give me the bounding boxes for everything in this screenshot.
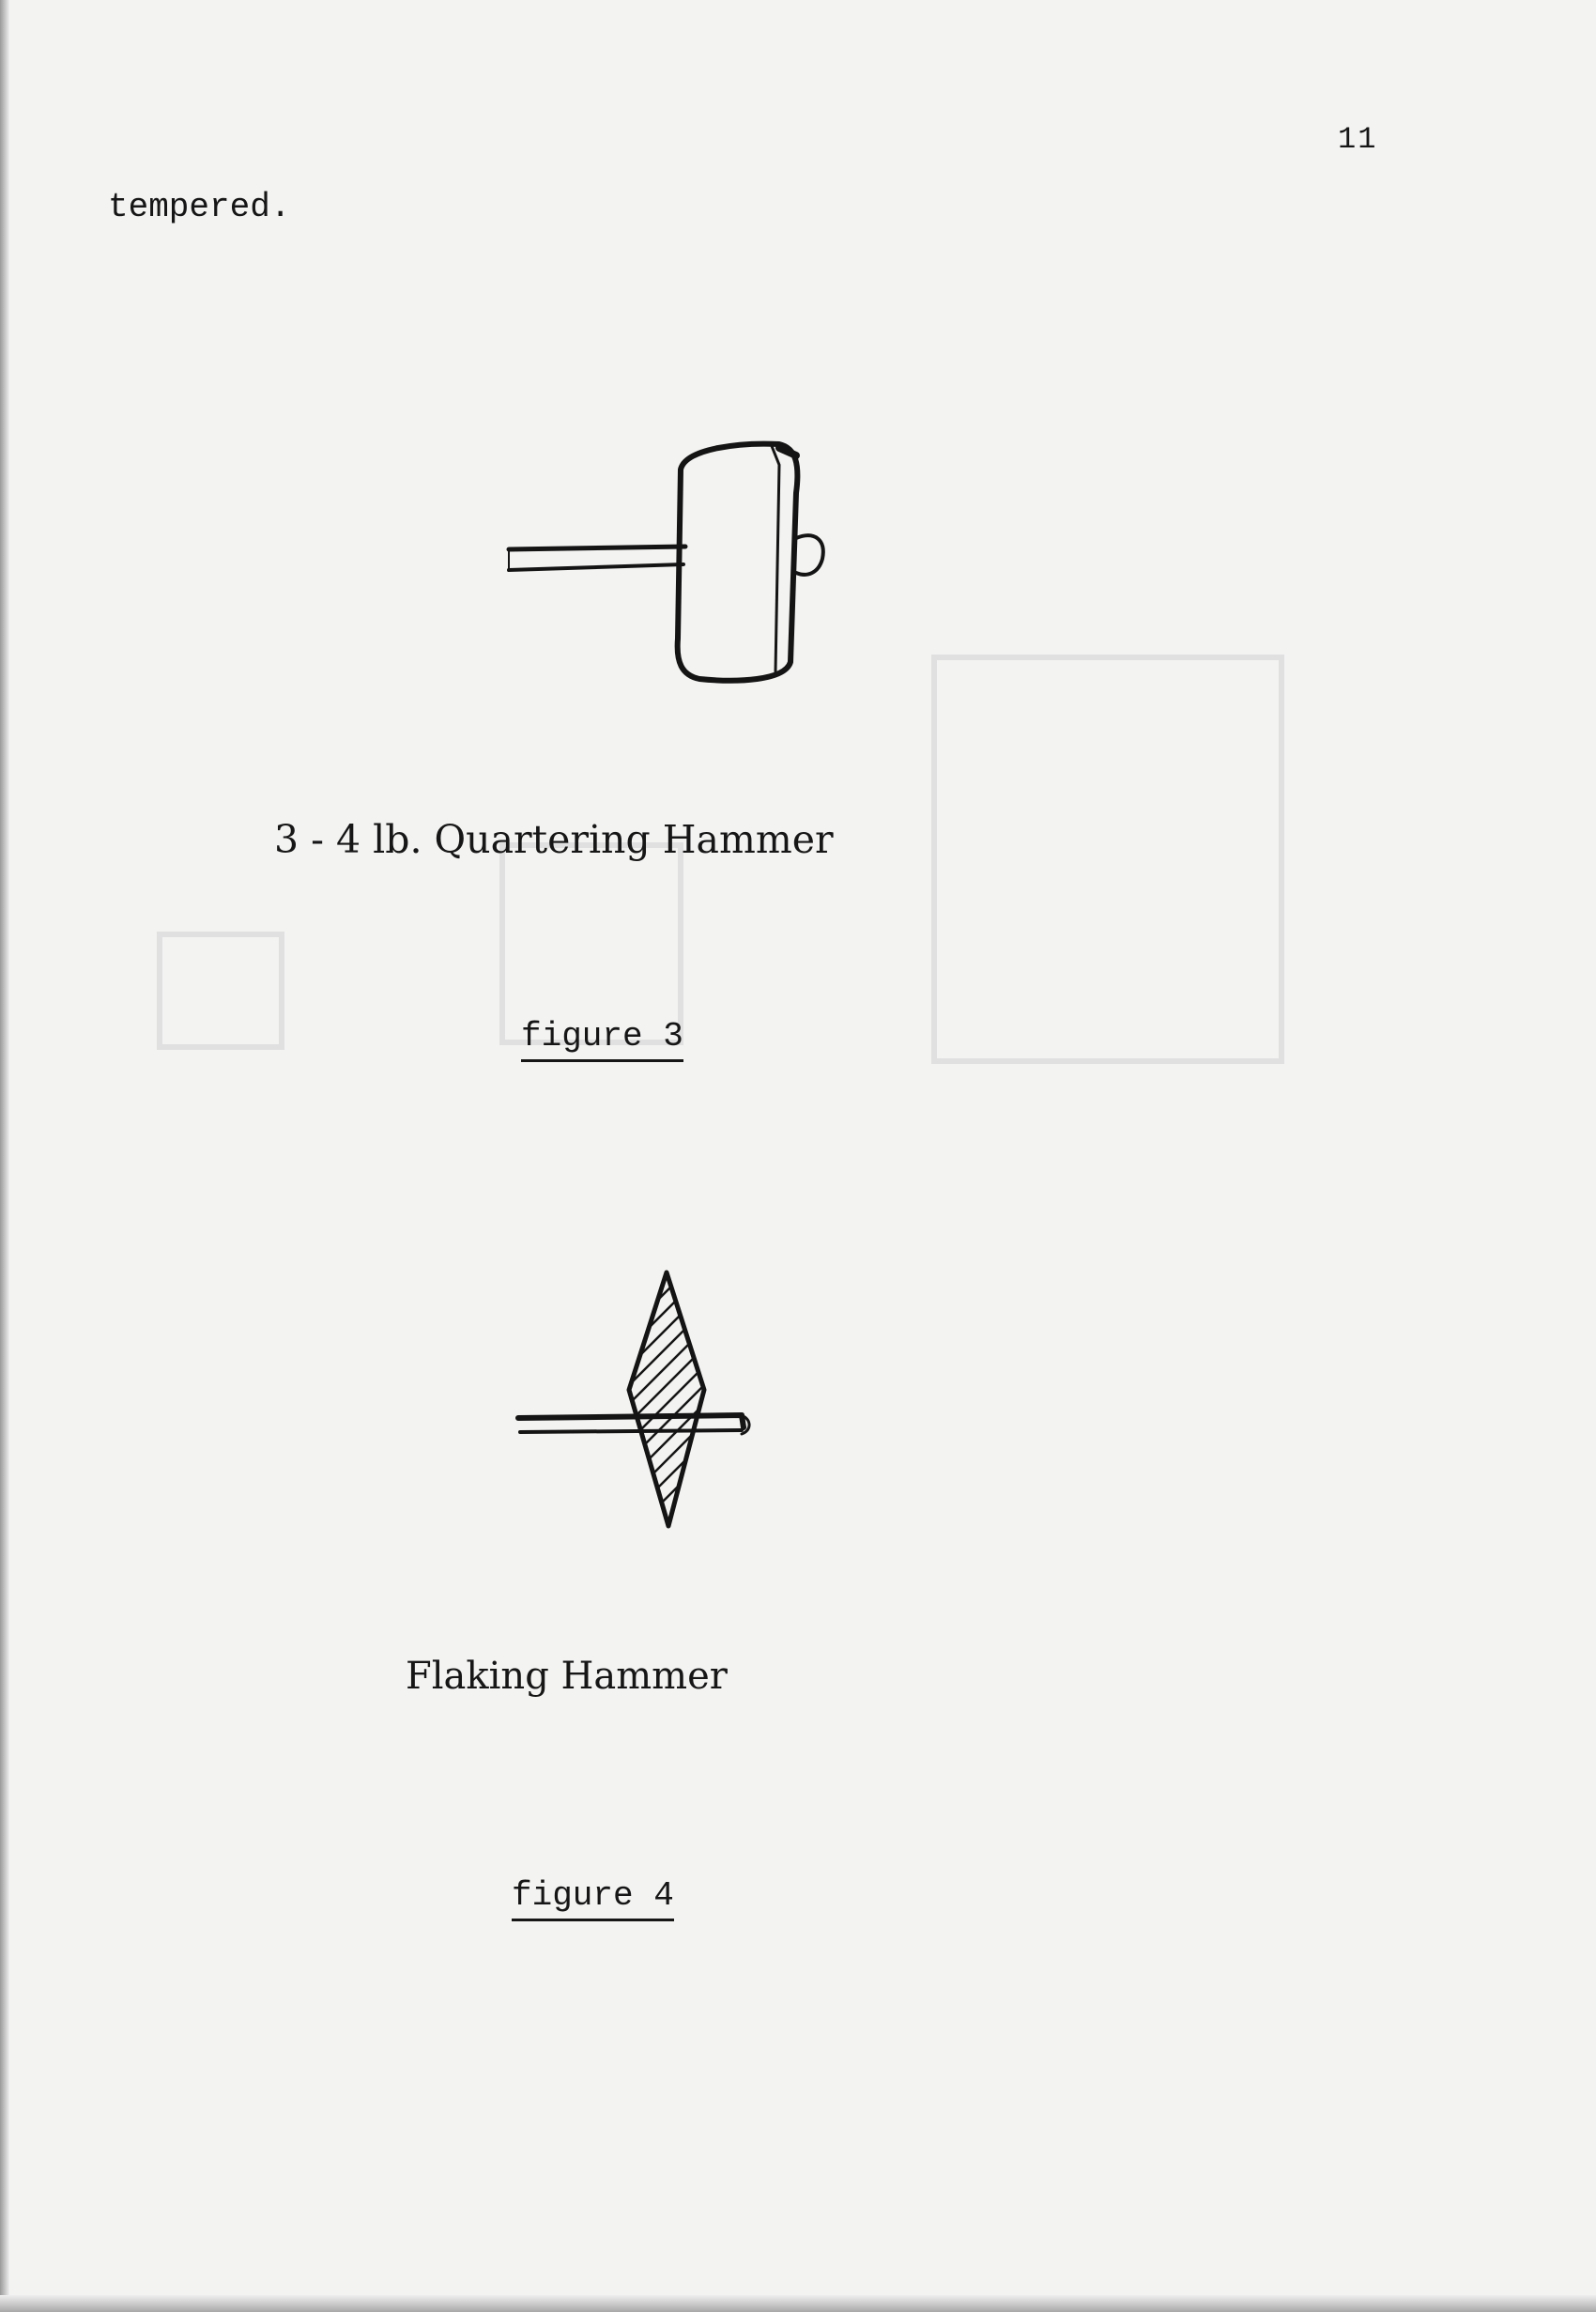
page-number: 11 bbox=[1338, 122, 1378, 157]
figure-4-label: figure 4 bbox=[512, 1876, 674, 1921]
page-left-edge-shadow bbox=[0, 0, 9, 2312]
carry-over-text: tempered. bbox=[108, 188, 291, 226]
quartering-hammer-drawing bbox=[498, 427, 873, 709]
flaking-hammer-drawing bbox=[507, 1263, 826, 1545]
page-bottom-edge-shadow bbox=[0, 2295, 1596, 2312]
figure-4-caption: Flaking Hammer bbox=[406, 1655, 728, 1698]
figure-3-label: figure 3 bbox=[521, 1017, 683, 1062]
figure-3-caption: 3 - 4 lb. Quartering Hammer bbox=[274, 817, 834, 862]
